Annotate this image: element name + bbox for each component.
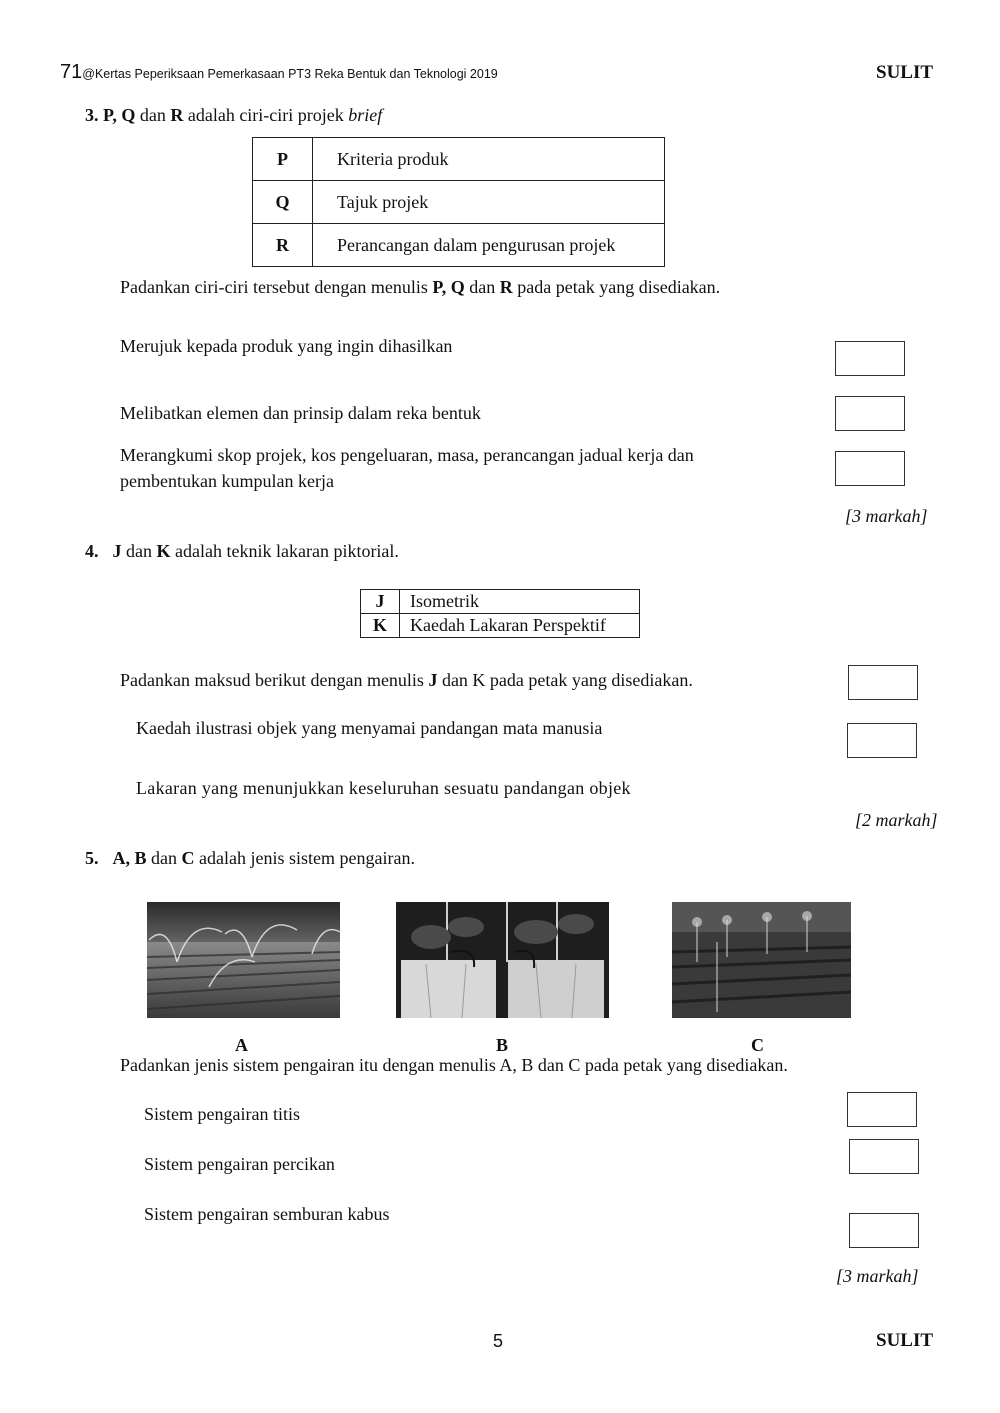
q3-value-q: Tajuk projek: [313, 181, 665, 224]
q4-key-j: J: [361, 590, 400, 614]
q5-stem-dan: dan: [146, 848, 182, 868]
q3-answer-box-3[interactable]: [835, 451, 905, 486]
photo-label-a: A: [235, 1035, 248, 1055]
q3-stem-pq: P, Q: [103, 105, 136, 125]
q3-key-p: P: [253, 138, 313, 181]
q3-item-3-cont: pembentukan kumpulan kerja: [120, 471, 334, 491]
q5-stem-c: C: [181, 848, 195, 868]
q4-stem-text: adalah teknik lakaran piktorial.: [170, 541, 399, 561]
q4-value-k: Kaedah Lakaran Perspektif: [400, 614, 640, 638]
page-number: 5: [493, 1331, 504, 1351]
q3-value-p: Kriteria produk: [313, 138, 665, 181]
table-row: [253, 138, 665, 181]
q3-stem-brief: brief: [348, 105, 383, 125]
q3-instr-a: Padankan ciri-ciri tersebut dengan menulis: [120, 277, 433, 297]
q5-instruction: Padankan jenis sistem pengairan itu dengan menulis A, B dan C pada petak yang disediakan.: [120, 1055, 788, 1075]
q3-marks: [3 markah]: [845, 506, 928, 526]
header-code: 71: [60, 61, 83, 83]
q4-answer-box-2[interactable]: [847, 723, 917, 758]
q3-stem: [85, 105, 382, 126]
q3-item-2: Melibatkan elemen dan prinsip dalam reka bentuk: [120, 403, 481, 423]
q3-key-q: Q: [253, 181, 313, 224]
q5-item-2: Sistem pengairan percikan: [144, 1154, 335, 1174]
q3-value-r: Perancangan dalam pengurusan projek: [313, 224, 665, 267]
header-title: @Kertas Peperiksaan Pemerkasaan PT3 Reka Bentuk dan Teknologi 2019: [82, 67, 498, 81]
photo-b-image: [396, 902, 609, 1018]
q4-item-1: Kaedah ilustrasi objek yang menyamai pandangan mata manusia: [136, 718, 603, 738]
q4-instr-c: dan K pada petak yang disediakan.: [437, 670, 693, 690]
q3-key-r: R: [253, 224, 313, 267]
q3-answer-box-2[interactable]: [835, 396, 905, 431]
q5-item-3: Sistem pengairan semburan kabus: [144, 1204, 390, 1224]
q3-stem-text: adalah ciri-ciri projek: [183, 105, 349, 125]
q3-instr-e: pada petak yang disediakan.: [512, 277, 721, 297]
footer-sulit: SULIT: [876, 1330, 934, 1351]
q3-instruction: [120, 277, 720, 298]
table-row: [253, 224, 665, 267]
q5-number: 5.: [85, 848, 99, 868]
q3-answer-box-1[interactable]: [835, 341, 905, 376]
q3-item-3: Merangkumi skop projek, kos pengeluaran, masa, perancangan jadual kerja dan: [120, 445, 694, 465]
q4-instruction: [120, 670, 693, 691]
q5-marks: [3 markah]: [836, 1266, 919, 1286]
table-row: [361, 614, 640, 638]
q5-answer-box-1[interactable]: [847, 1092, 917, 1127]
q4-stem-dan: dan: [121, 541, 157, 561]
q5-stem-ab: A, B: [112, 848, 147, 868]
q3-instr-d: R: [499, 277, 513, 297]
q5-stem: [85, 848, 415, 869]
photo-c-mist-field: [672, 902, 851, 1018]
q5-answer-box-3[interactable]: [849, 1213, 919, 1248]
q4-instr-a: Padankan maksud berikut dengan menulis: [120, 670, 429, 690]
q4-instr-b: J: [428, 670, 438, 690]
photo-label-b: B: [496, 1035, 509, 1055]
q5-stem-text: adalah jenis sistem pengairan.: [194, 848, 415, 868]
photo-a-sprinkler-field: [147, 902, 340, 1018]
q4-number: 4.: [85, 541, 99, 561]
q3-instr-c: dan: [464, 277, 500, 297]
q4-answer-box-1[interactable]: [848, 665, 918, 700]
q3-stem-dan: dan: [135, 105, 171, 125]
header-sulit: SULIT: [876, 62, 934, 83]
header-line: [60, 61, 498, 84]
table-row: [361, 590, 640, 614]
q4-stem-k: K: [156, 541, 171, 561]
photo-b-drip-polybags: [396, 902, 609, 1018]
q4-value-j: Isometrik: [400, 590, 640, 614]
q3-item-1: Merujuk kepada produk yang ingin dihasilkan: [120, 336, 453, 356]
photo-c-image: [672, 902, 851, 1018]
q4-table: [360, 589, 640, 638]
q4-stem: [85, 541, 399, 562]
q4-marks: [2 markah]: [855, 810, 938, 830]
q3-table: [252, 137, 665, 267]
q5-item-1: Sistem pengairan titis: [144, 1104, 300, 1124]
q3-stem-r: R: [170, 105, 184, 125]
q3-instr-b: P, Q: [432, 277, 465, 297]
q4-stem-j: J: [112, 541, 122, 561]
photo-a-image: [147, 902, 340, 1018]
q4-item-2: Lakaran yang menunjukkan keseluruhan sesuatu pandangan objek: [136, 778, 631, 798]
q5-answer-box-2[interactable]: [849, 1139, 919, 1174]
photo-label-c: C: [751, 1035, 764, 1055]
q3-number: 3.: [85, 105, 99, 125]
q4-key-k: K: [361, 614, 400, 638]
table-row: [253, 181, 665, 224]
